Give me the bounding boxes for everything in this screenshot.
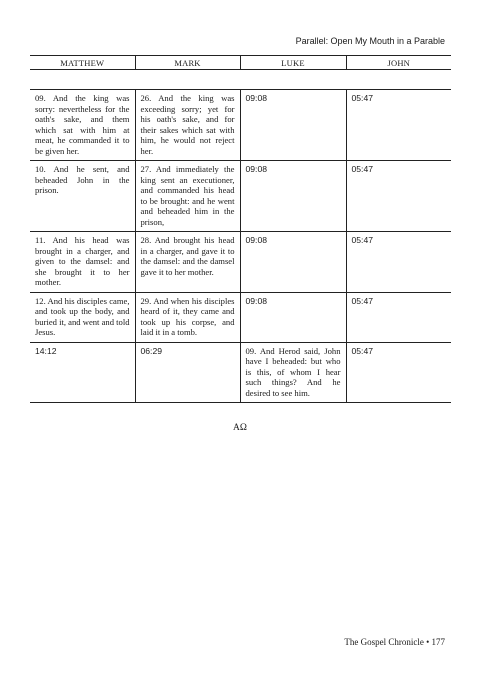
john-cell: 05:47: [346, 161, 451, 232]
john-cell: 05:47: [346, 90, 451, 161]
matthew-cell: 11. And his head was brought in a charger, and given to the damsel: and she brought it to her mother.: [30, 232, 135, 293]
matthew-cell: 10. And he sent, and beheaded John in the prison.: [30, 161, 135, 232]
column-header-matthew: MATTHEW: [30, 56, 135, 70]
column-header-row: [30, 56, 451, 70]
page-number: 177: [431, 637, 445, 647]
table-row: [30, 342, 451, 403]
matthew-cell: 14:12: [30, 342, 135, 403]
column-header-john: JOHN: [346, 56, 451, 70]
mark-cell: 26. And the king was exceeding sorry; yet for his oath's sake, and for their sakes which sat with him, he would not reject her.: [135, 90, 240, 161]
column-header-mark: MARK: [135, 56, 240, 70]
luke-cell: 09:08: [240, 292, 346, 342]
mark-cell: 06:29: [135, 342, 240, 403]
table-row: [30, 232, 451, 293]
spacer-cell: [30, 70, 451, 90]
table-row: [30, 292, 451, 342]
footer-bullet: •: [426, 637, 430, 647]
matthew-cell: 12. And his disciples came, and took up the body, and buried it, and went and told Jesus.: [30, 292, 135, 342]
luke-cell: 09:08: [240, 161, 346, 232]
header-title: Open My Mouth in a Parable: [330, 36, 445, 46]
luke-cell: 09:08: [240, 90, 346, 161]
table-row: [30, 161, 451, 232]
footer-book-title: The Gospel Chronicle: [344, 637, 424, 647]
john-cell: 05:47: [346, 342, 451, 403]
column-header-luke: LUKE: [240, 56, 346, 70]
header-label: Parallel:: [295, 36, 329, 46]
john-cell: 05:47: [346, 232, 451, 293]
page-footer: [344, 637, 445, 647]
luke-cell: 09. And Herod said, John have I beheaded: but who is this, of whom I hear such things? And he desired to see him.: [240, 342, 346, 403]
parallel-table: [30, 55, 451, 403]
page-header: [296, 36, 445, 46]
john-cell: 05:47: [346, 292, 451, 342]
alpha-omega-symbol: AΩ: [233, 423, 247, 433]
mark-cell: 27. And immediately the king sent an executioner, and commanded his head to be brought: and he went and beheaded him in the prison,: [135, 161, 240, 232]
mark-cell: 28. And brought his head in a charger, and gave it to the damsel: and the damsel gave it to her mother.: [135, 232, 240, 293]
luke-cell: 09:08: [240, 232, 346, 293]
matthew-cell: 09. And the king was sorry: nevertheless for the oath's sake, and them which sat with him at meat, he commanded it to be given her.: [30, 90, 135, 161]
mark-cell: 29. And when his disciples heard of it, they came and took up his corpse, and laid it in a tomb.: [135, 292, 240, 342]
spacer-row: [30, 70, 451, 90]
table-row: [30, 90, 451, 161]
